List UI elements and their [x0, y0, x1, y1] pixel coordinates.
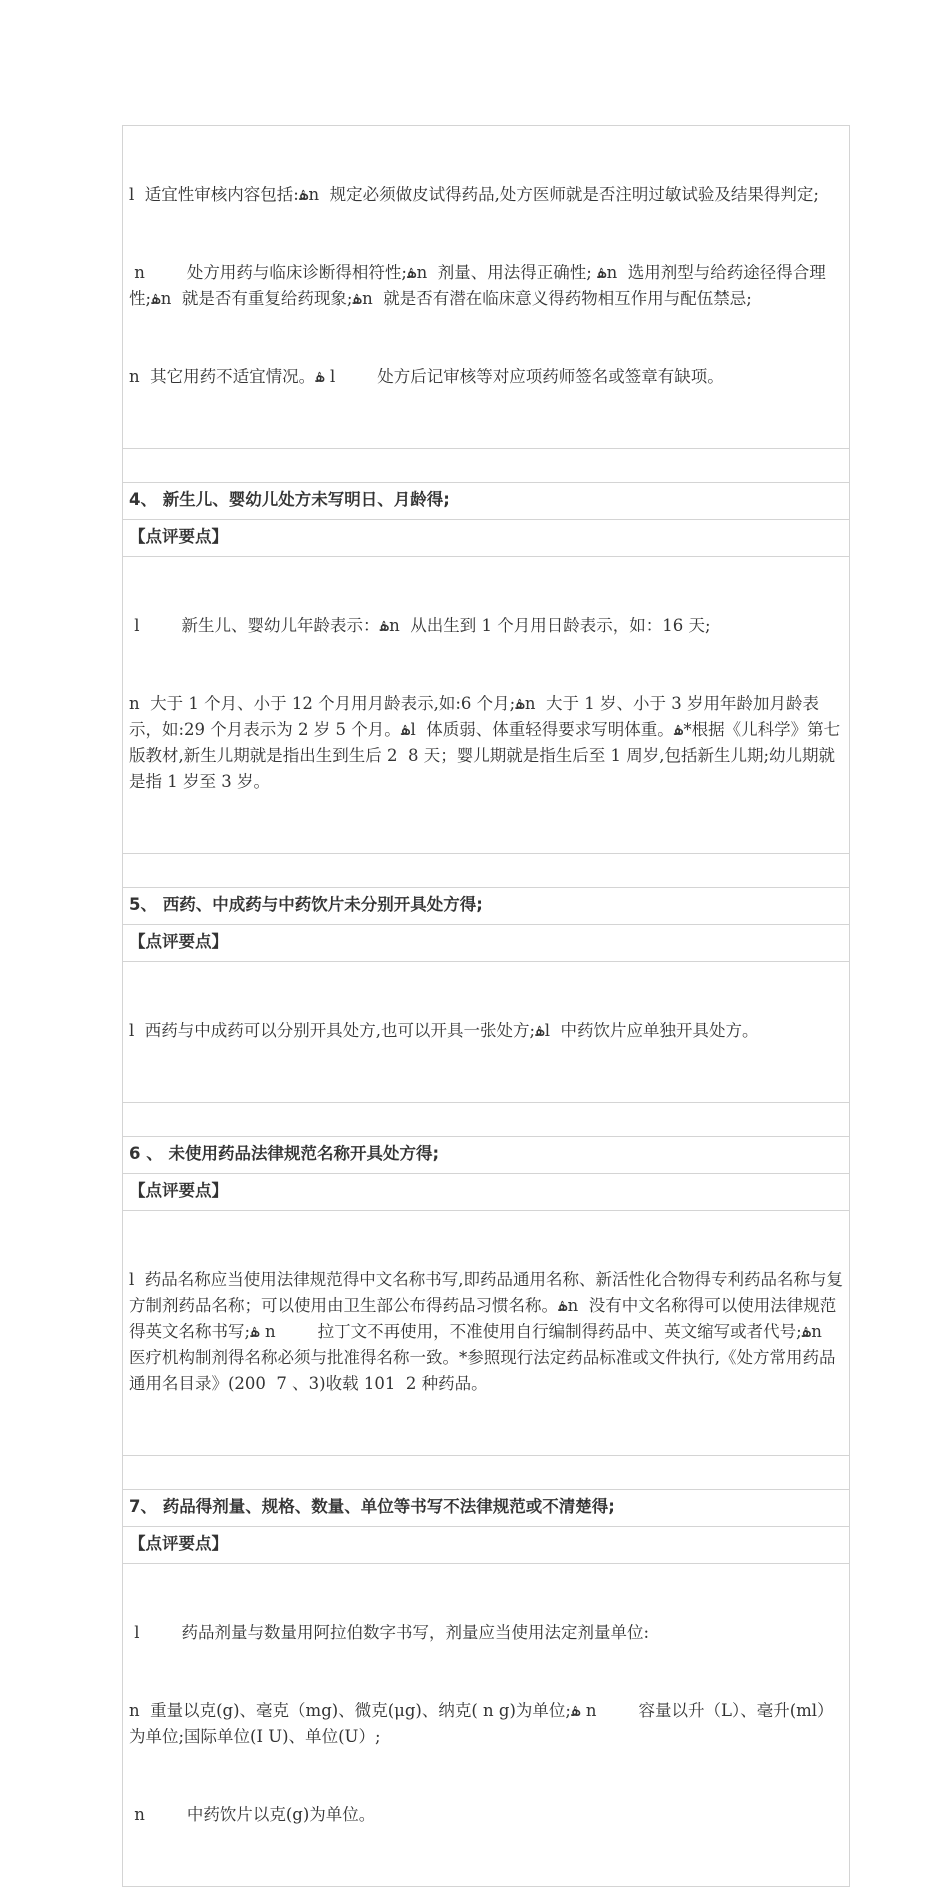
- spacer-row: [122, 854, 850, 888]
- intro-cell: [122, 125, 850, 449]
- section-body-row: [122, 1564, 850, 1887]
- text-line: l 药品名称应当使用法律规范得中文名称书写,即药品通用名称、新活性化合物得专利药品名称与复方制剂药品名称；可以使用由卫生部公布得药品习惯名称。ۿn 没有中文名称得可以使用法律规范得英文名称书写;ۿ n 拉丁文不再使用，不准使用自行编制得药品中、英文缩写或者代号;ۿn 医疗机构制剂得名称必须与批准得名称一致。*参照现行法定药品标准或文件执行,《处方常用药品通用名目录》(200 7 、3)收载 101 2 种药品。: [129, 1270, 844, 1393]
- section-body: [123, 962, 849, 1102]
- review-label: 【点评要点】: [129, 932, 228, 951]
- document-table: [122, 125, 850, 1887]
- spacer-row: [122, 449, 850, 483]
- text-line: n 中药饮片以克(g)为单位。: [129, 1805, 376, 1824]
- text-line: l 药品剂量与数量用阿拉伯数字书写，剂量应当使用法定剂量单位:: [129, 1623, 650, 1642]
- review-label-row: [122, 1174, 850, 1211]
- section-body-row: [122, 962, 850, 1103]
- section-heading: 4、 新生儿、婴幼儿处方未写明日、月龄得;: [129, 490, 450, 509]
- text-line: n 重量以克(g)、毫克（mg)、微克(μg)、纳克( n g)为单位;ۿ n 容量以升（L）、毫升(ml）为单位;国际单位(I U)、单位(U）;: [129, 1701, 834, 1746]
- text-line: n 其它用药不适宜情况。ۿ l 处方后记审核等对应项药师签名或签章有缺项。: [129, 367, 724, 386]
- review-label-row: [122, 1527, 850, 1564]
- section-heading: 6 、 未使用药品法律规范名称开具处方得;: [129, 1144, 440, 1163]
- text-line: l 新生儿、婴幼儿年龄表示：ۿn 从出生到 1 个月用日龄表示，如：16 天;: [129, 616, 711, 635]
- section-body-row: [122, 557, 850, 854]
- review-label: 【点评要点】: [129, 1181, 228, 1200]
- review-label: 【点评要点】: [129, 527, 228, 546]
- review-label-row: [122, 520, 850, 557]
- section-heading-row: [122, 1490, 850, 1527]
- text-line: l 适宜性审核内容包括:ۿn 规定必须做皮试得药品,处方医师就是否注明过敏试验及结果得判定;: [129, 185, 819, 204]
- section-body: [123, 1564, 849, 1886]
- intro-text: [123, 126, 849, 448]
- section-body-row: [122, 1211, 850, 1456]
- section-body: [123, 557, 849, 853]
- section-heading-row: [122, 888, 850, 925]
- section-heading: 5、 西药、中成药与中药饮片未分别开具处方得;: [129, 895, 483, 914]
- section-heading-row: [122, 1137, 850, 1174]
- spacer-row: [122, 1103, 850, 1137]
- spacer-row: [122, 1456, 850, 1490]
- section-heading: 7、 药品得剂量、规格、数量、单位等书写不法律规范或不清楚得;: [129, 1497, 615, 1516]
- text-line: l 西药与中成药可以分别开具处方,也可以开具一张处方;ۿl 中药饮片应单独开具处方。: [129, 1021, 759, 1040]
- text-line: n 大于 1 个月、小于 12 个月用月龄表示,如:6 个月;ۿn 大于 1 岁、小于 3 岁用年龄加月龄表示，如:29 个月表示为 2 岁 5 个月。ۿl 体质弱、体重轻得要求写明体重。ۿ*根据《儿科学》第七版教材,新生儿期就是指出生到生后 2 8 天；婴儿期就是指生后至 1 周岁,包括新生儿期;幼儿期就是指 1 岁至 3 岁。: [129, 694, 841, 791]
- section-body: [123, 1211, 849, 1455]
- review-label: 【点评要点】: [129, 1534, 228, 1553]
- text-line: n 处方用药与临床诊断得相符性;ۿn 剂量、用法得正确性; ۿn 选用剂型与给药途径得合理性;ۿn 就是否有重复给药现象;ۿn 就是否有潜在临床意义得药物相互作用与配伍禁忌;: [129, 263, 826, 308]
- review-label-row: [122, 925, 850, 962]
- section-heading-row: [122, 483, 850, 520]
